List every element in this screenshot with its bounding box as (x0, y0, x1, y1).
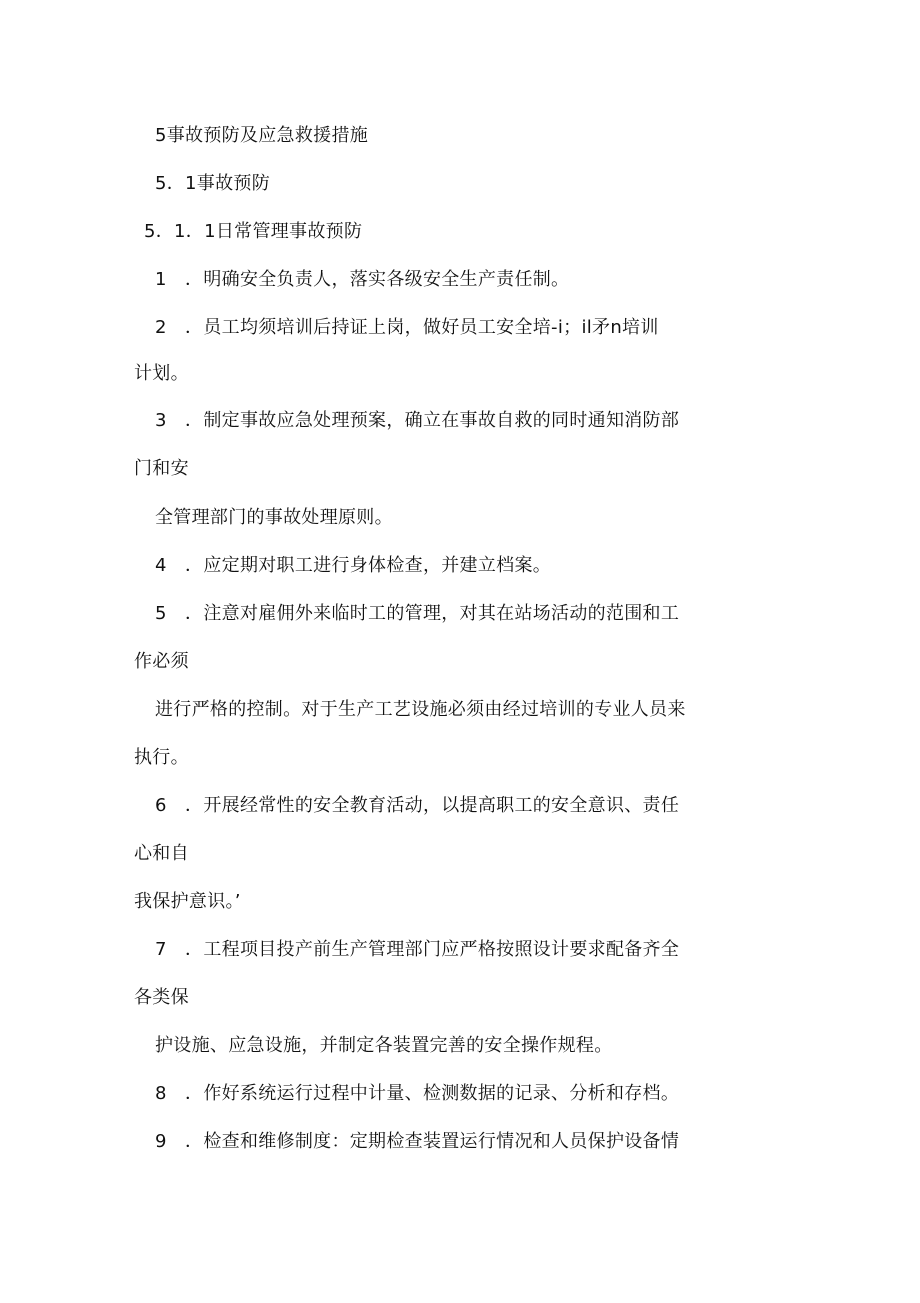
list-item-8: 8 ．作好系统运行过程中计量、检测数据的记录、分析和存档。 (155, 1083, 680, 1104)
list-item-5: 5 ．注意对雇佣外来临时工的管理，对其在站场活动的范围和工 (155, 603, 680, 624)
list-item-7-continuation: 各类保 (134, 987, 189, 1008)
list-item-9: 9 ．检查和维修制度：定期检查装置运行情况和人员保护设备情 (155, 1131, 680, 1152)
subsection-heading: 5．1事故预防 (155, 173, 271, 194)
list-item-7: 7 ．工程项目投产前生产管理部门应严格按照设计要求配备齐全 (155, 939, 680, 960)
list-item-6-continuation: 我保护意识。’ (134, 891, 241, 912)
list-item-7-continuation: 护设施、应急设施，并制定各装置完善的安全操作规程。 (155, 1035, 613, 1056)
subsubsection-heading: 5．1．1日常管理事故预防 (144, 221, 363, 242)
list-item-5-continuation: 作必须 (134, 651, 189, 672)
list-item-3: 3 ．制定事故应急处理预案，确立在事故自救的同时通知消防部 (155, 410, 680, 431)
section-heading: 5事故预防及应急救援措施 (155, 125, 369, 146)
list-item-2-continuation: 计划。 (134, 363, 189, 384)
list-item-5-continuation: 进行严格的控制。对于生产工艺设施必须由经过培训的专业人员来 (155, 699, 686, 720)
list-item-3-continuation: 全管理部门的事故处理原则。 (155, 507, 393, 528)
list-item-6: 6 ．开展经常性的安全教育活动，以提高职工的安全意识、责任 (155, 795, 680, 816)
list-item-3-continuation: 门和安 (134, 458, 189, 479)
list-item-1: 1 ．明确安全负责人，落实各级安全生产责任制。 (155, 269, 570, 290)
list-item-6-continuation: 心和自 (134, 843, 189, 864)
list-item-5-continuation: 执行。 (134, 747, 189, 768)
list-item-4: 4 ．应定期对职工进行身体检查，并建立档案。 (155, 555, 552, 576)
list-item-2: 2 ．员工均须培训后持证上岗，做好员工安全培-i；il矛n培训 (155, 317, 659, 338)
